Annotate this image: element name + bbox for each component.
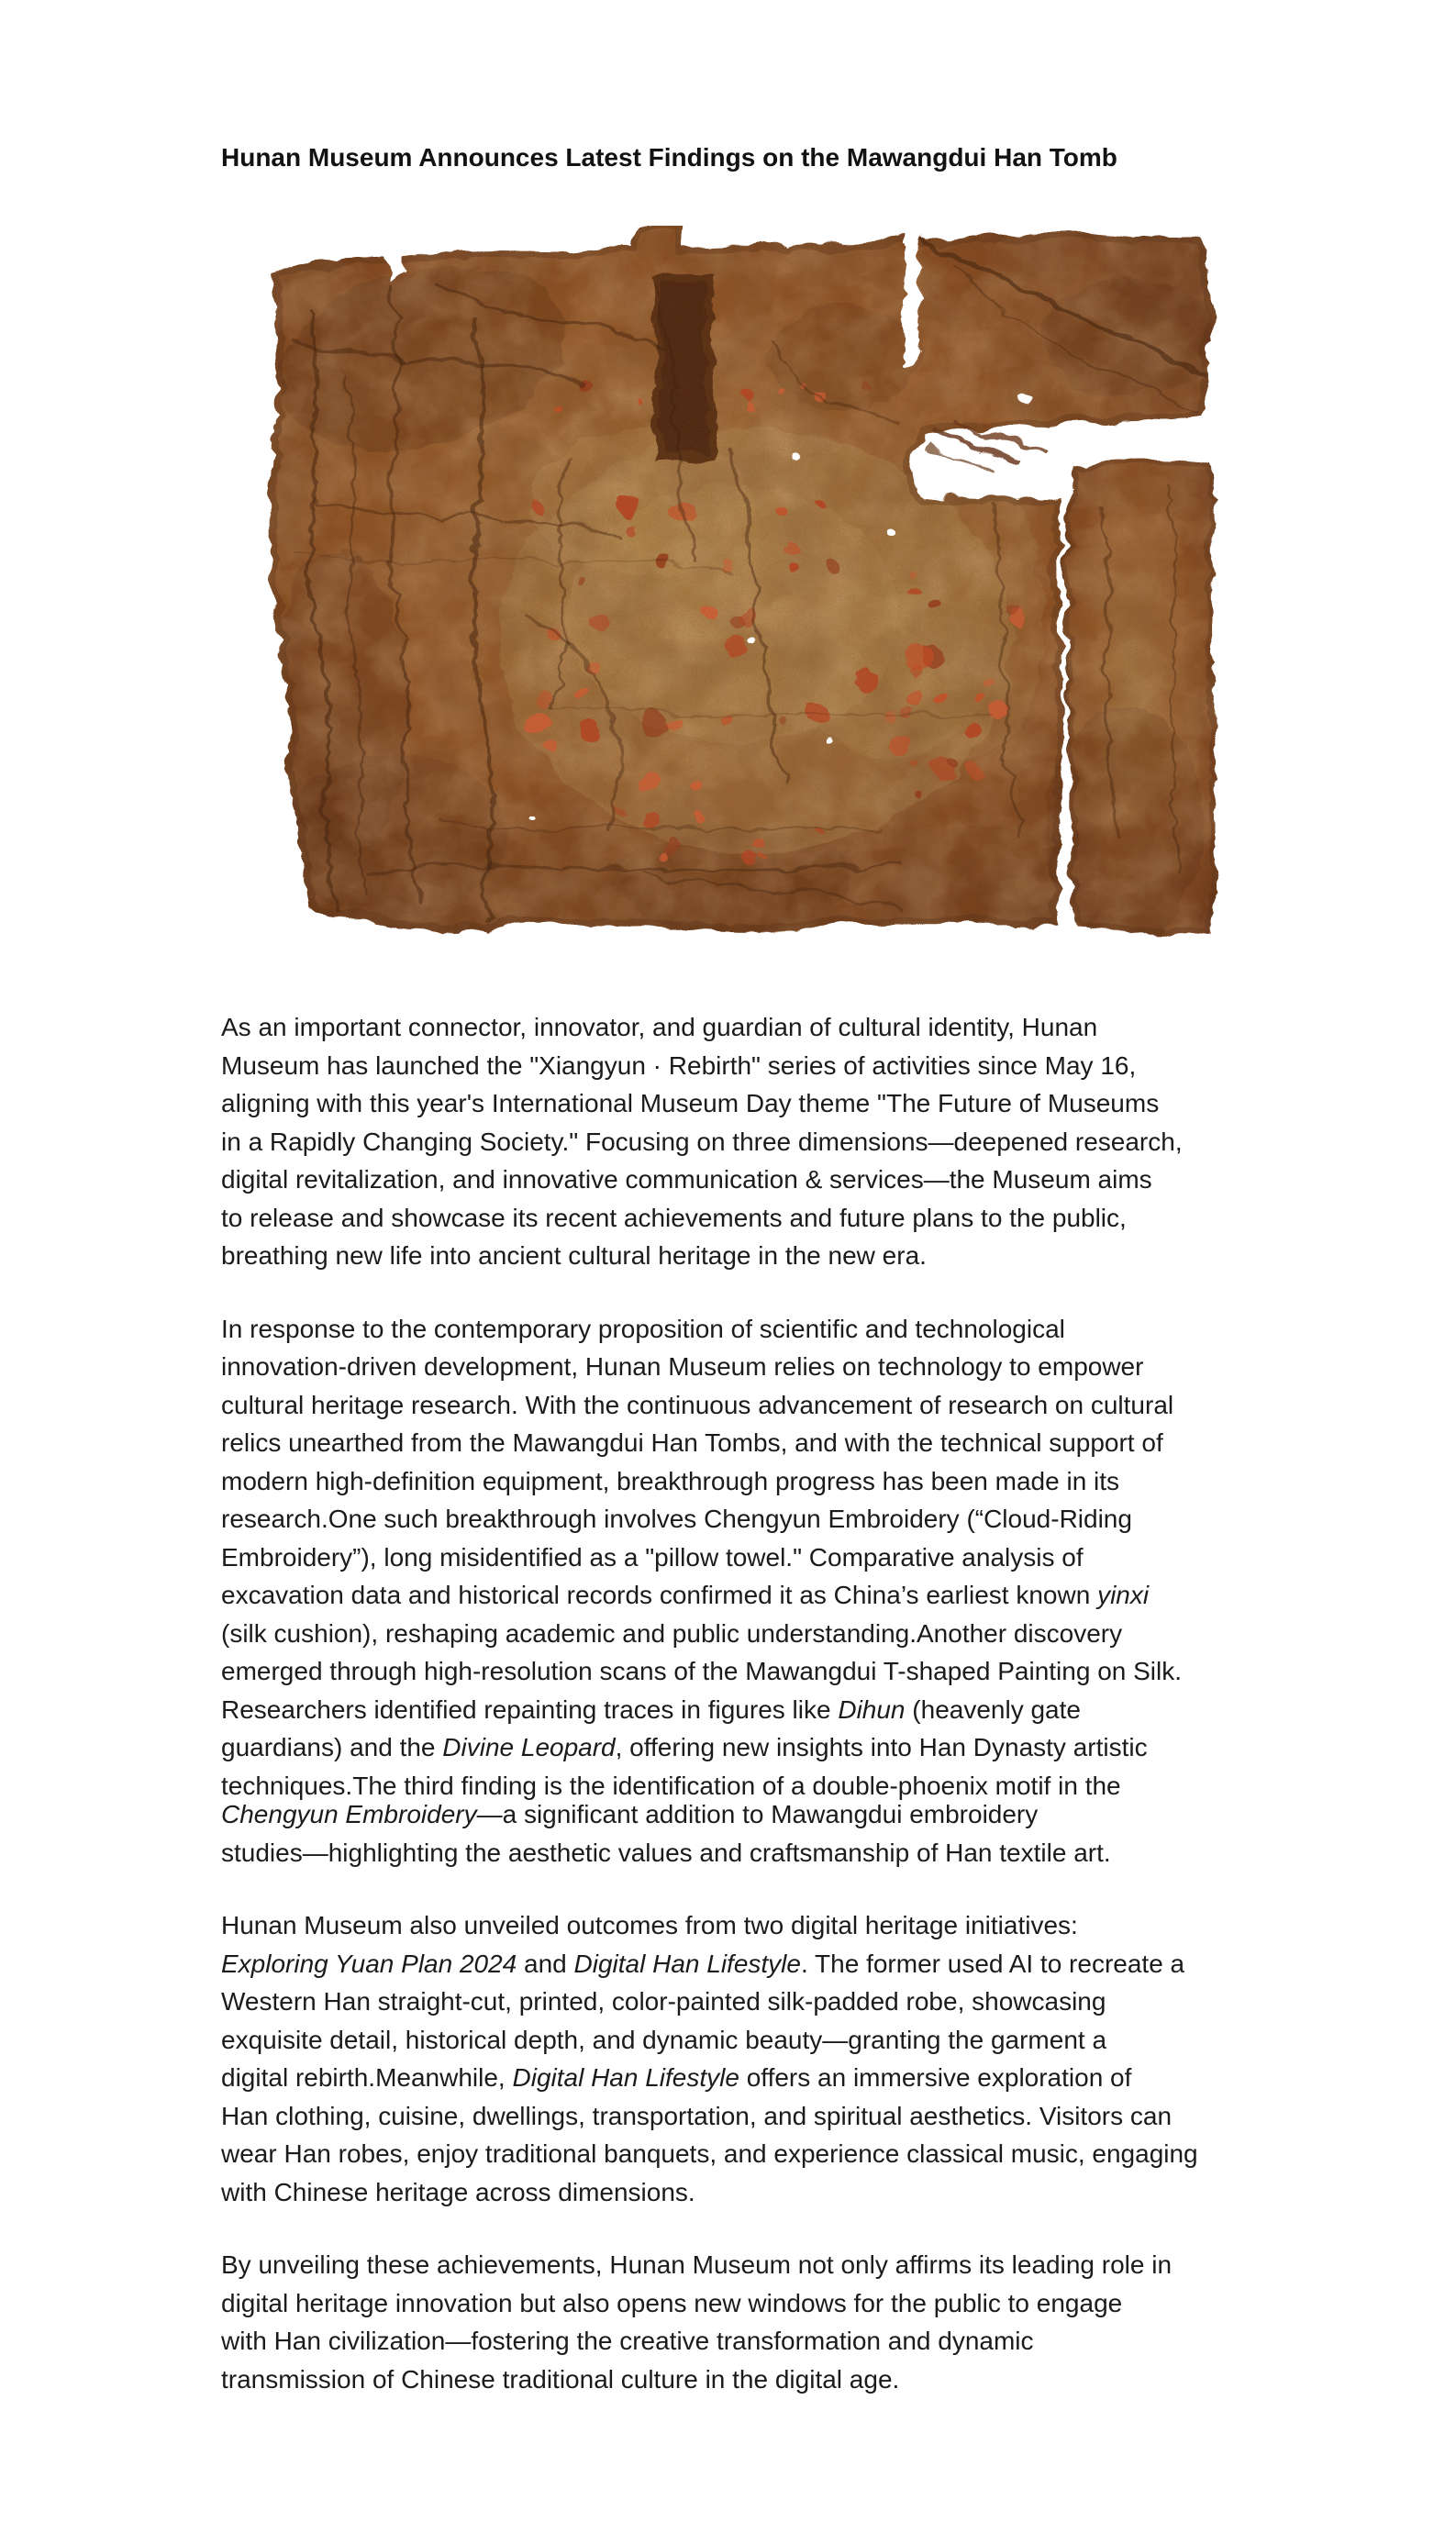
text-line bbox=[221, 2021, 1313, 2060]
text-line bbox=[221, 2097, 1313, 2136]
text-line bbox=[221, 1945, 1313, 1983]
text-line bbox=[221, 1084, 1313, 1123]
italic-text: yinxi bbox=[1097, 1581, 1150, 1609]
text-run: aligning with this year's International Museum Day theme "The Future of Museums bbox=[221, 1089, 1160, 1117]
text-run: . The former used AI to recreate a bbox=[800, 1949, 1185, 1978]
text-run: and bbox=[517, 1949, 574, 1978]
text-line bbox=[221, 1008, 1313, 1047]
text-run: modern high-definition equipment, breakthrough progress has been made in its bbox=[221, 1466, 1120, 1495]
text-run: digital revitalization, and innovative communication & services—the Museum aims bbox=[221, 1165, 1152, 1194]
text-line bbox=[221, 1424, 1313, 1462]
text-run: Western Han straight-cut, printed, color-painted silk-padded robe, showcasing bbox=[221, 1987, 1106, 2016]
text-run: research.One such breakthrough involves Chengyun Embroidery (“Cloud-Riding bbox=[221, 1505, 1132, 1533]
text-line bbox=[221, 2173, 1313, 2212]
text-run: —a significant addition to Mawangdui embroidery bbox=[476, 1800, 1039, 1828]
text-line bbox=[221, 1237, 1313, 1275]
text-line bbox=[221, 1834, 1313, 1872]
text-line bbox=[221, 2284, 1313, 2323]
text-run: By unveiling these achievements, Hunan Museum not only affirms its leading role in bbox=[221, 2250, 1173, 2279]
text-run: to release and showcase its recent achievements and future plans to the public, bbox=[221, 1203, 1127, 1232]
text-run: exquisite detail, historical depth, and dynamic beauty—granting the garment a bbox=[221, 2025, 1107, 2054]
text-line bbox=[221, 2059, 1313, 2097]
text-line bbox=[221, 1795, 1313, 1834]
text-run: emerged through high-resolution scans of the Mawangdui T-shaped Painting on Silk. bbox=[221, 1657, 1183, 1685]
text-line bbox=[221, 1462, 1313, 1501]
artifact-illustration bbox=[253, 226, 1224, 941]
article-body bbox=[221, 1008, 1313, 2433]
text-line bbox=[221, 2246, 1313, 2284]
text-line bbox=[221, 1310, 1313, 1349]
text-run: As an important connector, innovator, and guardian of cultural identity, Hunan bbox=[221, 1013, 1098, 1041]
text-run: Han clothing, cuisine, dwellings, transportation, and spiritual aesthetics. Visitors can bbox=[221, 2101, 1173, 2130]
text-run: innovation-driven development, Hunan Museum relies on technology to empower bbox=[221, 1352, 1144, 1381]
text-line bbox=[221, 1348, 1313, 1386]
italic-text: Dihun bbox=[838, 1694, 906, 1724]
text-run: guardians) and the bbox=[221, 1733, 443, 1761]
text-run: digital heritage innovation but also opens new windows for the public to engage bbox=[221, 2288, 1123, 2317]
italic-text: Digital Han Lifestyle bbox=[573, 1949, 801, 1978]
paragraph bbox=[221, 2246, 1313, 2398]
text-run: Embroidery”), long misidentified as a "pillow towel." Comparative analysis of bbox=[221, 1542, 1084, 1572]
textile-cloth bbox=[253, 226, 1224, 941]
text-run: breathing new life into ancient cultural heritage in the new era. bbox=[221, 1241, 927, 1270]
text-line bbox=[221, 2135, 1313, 2173]
text-line bbox=[221, 1906, 1313, 1945]
text-run: relics unearthed from the Mawangdui Han Tombs, and with the technical support of bbox=[221, 1428, 1163, 1457]
text-line bbox=[221, 1983, 1313, 2021]
text-run: , offering new insights into Han Dynasty artistic bbox=[615, 1733, 1148, 1761]
italic-text: Digital Han Lifestyle bbox=[512, 2063, 739, 2092]
text-line bbox=[221, 1615, 1313, 1653]
text-run: offers an immersive exploration of bbox=[739, 2063, 1132, 2092]
text-run: Museum has launched the "Xiangyun · Rebirth" series of activities since May 16, bbox=[221, 1050, 1137, 1080]
text-run: with Han civilization—fostering the creative transformation and dynamic bbox=[221, 2327, 1034, 2355]
text-run: digital rebirth.Meanwhile, bbox=[221, 2063, 513, 2092]
text-run: Hunan Museum also unveiled outcomes from two digital heritage initiatives: bbox=[221, 1911, 1078, 1939]
mawangdui-silk-textile-photo bbox=[253, 226, 1224, 941]
text-run: wear Han robes, enjoy traditional banquets, and experience classical music, engaging bbox=[221, 2139, 1198, 2168]
page-title: Hunan Museum Announces Latest Findings on the Mawangdui Han Tomb bbox=[221, 143, 1117, 172]
text-line bbox=[221, 1539, 1313, 1577]
text-run: Researchers identified repainting traces in figures like bbox=[221, 1694, 839, 1724]
text-line bbox=[221, 1386, 1313, 1425]
text-line bbox=[221, 1652, 1313, 1691]
text-line bbox=[221, 2361, 1313, 2399]
text-run: studies—highlighting the aesthetic values and craftsmanship of Han textile art. bbox=[221, 1838, 1111, 1867]
text-line bbox=[221, 1047, 1313, 1085]
paragraph bbox=[221, 1310, 1313, 1872]
paragraph bbox=[221, 1008, 1313, 1275]
text-line bbox=[221, 1161, 1313, 1199]
text-run: (silk cushion), reshaping academic and public understanding.Another discovery bbox=[221, 1618, 1123, 1648]
text-run: with Chinese heritage across dimensions. bbox=[221, 2177, 695, 2206]
text-run: (heavenly gate bbox=[905, 1694, 1081, 1724]
paragraph bbox=[221, 1906, 1313, 2211]
text-line bbox=[221, 1691, 1313, 1729]
text-run: in a Rapidly Changing Society." Focusing on three dimensions—deepened research, bbox=[221, 1127, 1183, 1156]
text-line bbox=[221, 1123, 1313, 1161]
text-line bbox=[221, 1500, 1313, 1539]
text-line bbox=[221, 1199, 1313, 1238]
italic-text: Chengyun Embroidery bbox=[221, 1800, 477, 1828]
text-run: excavation data and historical records confirmed it as China’s earliest known bbox=[221, 1581, 1098, 1609]
text-line bbox=[221, 1576, 1313, 1615]
text-run: In response to the contemporary proposition of scientific and technological bbox=[221, 1314, 1065, 1343]
text-run: techniques.The third finding is the identification of a double-phoenix motif in the bbox=[221, 1771, 1121, 1800]
italic-text: Exploring Yuan Plan 2024 bbox=[221, 1949, 517, 1978]
italic-text: Divine Leopard bbox=[442, 1733, 616, 1761]
text-line bbox=[221, 2322, 1313, 2361]
text-run: cultural heritage research. With the continuous advancement of research on cultural bbox=[221, 1390, 1174, 1419]
text-run: transmission of Chinese traditional culture in the digital age. bbox=[221, 2364, 900, 2394]
text-line bbox=[221, 1728, 1313, 1767]
